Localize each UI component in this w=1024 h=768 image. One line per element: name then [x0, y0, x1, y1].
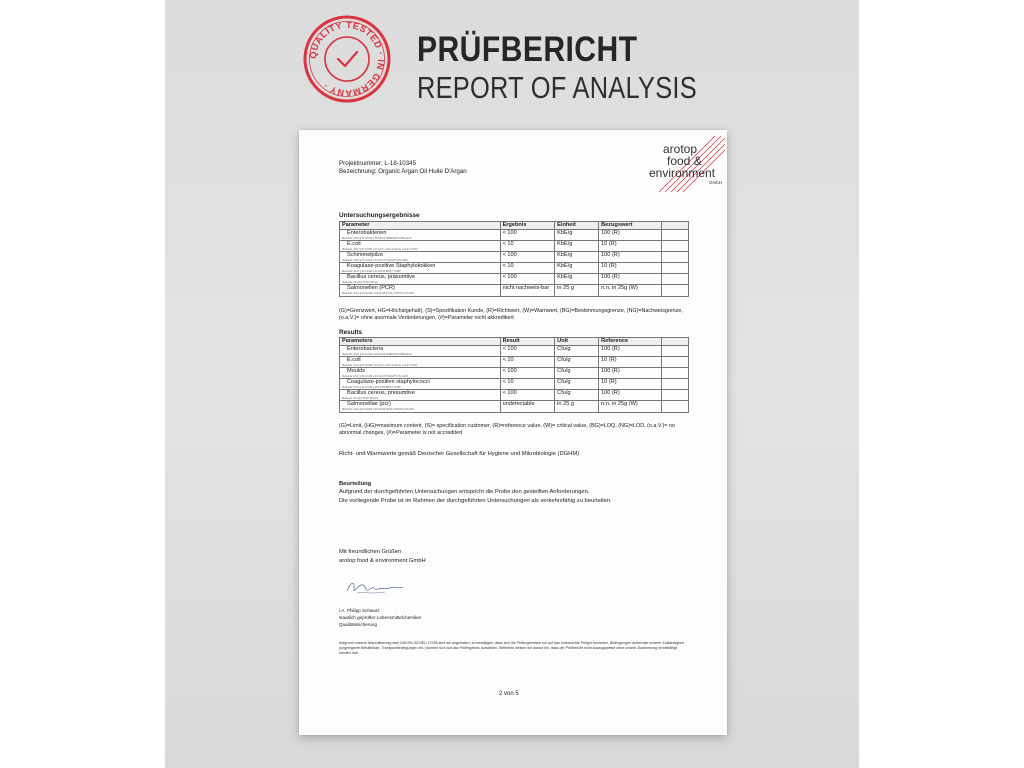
parameter-cell: [340, 390, 501, 401]
empty-cell: [662, 263, 689, 274]
parameter-method: Methode: ASU § 64 LFGB L 06.00-24 VRBDGB°C/48h/aerob: [342, 236, 413, 240]
parameter-cell: [340, 285, 501, 296]
empty-cell: [662, 241, 689, 252]
parameter-name: Salmonellae (pcr): [347, 401, 391, 408]
section-title-en: Results: [339, 329, 363, 336]
reference-cell: 10 (R): [599, 357, 662, 368]
parameter-method: Methode: ASU § 64 LFGB L 01.00-37/YGC/25°C/72-120h: [342, 375, 409, 379]
parameter-cell: [340, 401, 501, 412]
parameter-method: Methode: 94 a(b) 00.00-25mod: [342, 281, 378, 285]
legend-note-en: (G)=Limit, (HG)=maximum content, (S)= specification customer, (R)=reference value, (W)= critical value, (BG)=LOQ, (NG)=LOD, (o.a.V.)= no abnormal changes, (#)=Parameter is not accredited: [339, 423, 675, 437]
reference-cell: 100 (R): [599, 346, 662, 357]
closing-greeting: Mit freundlichen Grüßen: [339, 549, 402, 555]
signer-title: staatlich geprüfter Lebensmittelchemiker: [339, 615, 422, 620]
svg-text:QUALITY TESTED · IN GERMANY ·: QUALITY TESTED · IN GERMANY ·: [307, 19, 387, 99]
results-de-header-cell: [662, 222, 689, 230]
unit-cell: KbE/g: [555, 252, 599, 263]
table-row: [340, 368, 689, 379]
result-cell: undetectable: [500, 401, 555, 412]
table-row: [340, 357, 689, 368]
reference-cell: 100 (R): [599, 390, 662, 401]
reference-cell: 10 (R): [599, 263, 662, 274]
result-cell: < 100: [500, 230, 555, 241]
table-header-de: [340, 222, 689, 230]
page-number: 2 von 5: [499, 691, 519, 697]
parameter-cell: [340, 346, 501, 357]
parameter-cell: [340, 357, 501, 368]
logo-line-1: arotop: [663, 142, 698, 156]
table-row: [340, 390, 689, 401]
table-header-en: [340, 338, 689, 346]
parameter-method: Methode: ASU § 64 LFGB L 01.00-37/YGC/25°C/72-120h: [342, 259, 409, 263]
arotop-logo: [629, 136, 725, 192]
parameter-method: Methode: 94 a(b) 00.00-25mod: [342, 397, 378, 401]
empty-cell: [662, 357, 689, 368]
result-cell: nicht nachweis-bar: [500, 285, 555, 296]
parameter-name: Bacillus cereus, presumtive: [347, 390, 416, 397]
result-cell: < 100: [500, 390, 555, 401]
result-cell: < 100: [500, 368, 555, 379]
parameter-cell: [340, 368, 501, 379]
empty-cell: [662, 252, 689, 263]
results-en-header-cell: Result: [500, 338, 555, 346]
parameter-name: Salmonellen (PCR): [347, 285, 395, 292]
parameter-name: Enterobacteria: [347, 346, 384, 352]
table-row: [340, 346, 689, 357]
parameter-cell: [340, 241, 501, 252]
handwritten-signature-icon: [345, 577, 405, 597]
unit-cell: KbE/g: [555, 274, 599, 285]
table-row: [340, 274, 689, 285]
unit-cell: KbE/g: [555, 263, 599, 274]
results-table-de: [339, 221, 689, 297]
unit-cell: Cfu/g: [555, 357, 599, 368]
parameter-cell: [340, 230, 501, 241]
assessment-line-2: Die vorliegende Probe ist im Rahmen der durchgeführten Untersuchungen als verkehrsfähig zu beurteilen.: [339, 498, 612, 504]
table-row: [340, 379, 689, 390]
project-number: Projektnummer: L-18-10345: [339, 160, 417, 167]
unit-cell: Cfu/g: [555, 346, 599, 357]
results-en-header-cell: [662, 338, 689, 346]
result-cell: < 10: [500, 379, 555, 390]
parameter-name: Bacillus cereus, präsumtive: [347, 274, 416, 281]
result-cell: < 10: [500, 263, 555, 274]
assessment-title: Beurteilung: [339, 481, 372, 487]
results-de-header-cell: Einheit: [555, 222, 599, 230]
results-de-header-cell: Parameter: [340, 222, 501, 230]
table-row: [340, 252, 689, 263]
closing-company: arotop food & environment GmbH: [339, 558, 426, 564]
signer-name: i.A. Philipp Schwarz: [339, 608, 380, 613]
parameter-method: Methode: ASU § 64 LFGB L 01.00-3, mod. Rapid E. coli 37°C/24h: [342, 248, 418, 252]
quality-tested-seal-icon: [302, 14, 392, 104]
reference-cell: 100 (R): [599, 368, 662, 379]
unit-cell: Cfu/g: [555, 390, 599, 401]
results-en-header-cell: Parameters: [340, 338, 501, 346]
results-table-en: [339, 337, 689, 413]
section-title-de: Untersuchungsergebnisse: [339, 212, 420, 219]
table-row: [340, 263, 689, 274]
logo-suffix: GmbH: [709, 180, 723, 185]
assessment-line-1: Aufgrund der durchgeführten Untersuchungen entspricht die Probe den gestellten Anforderungen.: [339, 489, 590, 495]
parameter-name: E.coli: [347, 357, 361, 364]
parameter-name: Enterobakterien: [347, 230, 387, 236]
project-meta: [339, 160, 467, 176]
sample-designation: Bezeichnung: Organic Argan Oil Huile D'Argan: [339, 167, 467, 175]
table-row: [340, 230, 689, 241]
result-cell: < 100: [500, 346, 555, 357]
logo-line-3: environment: [649, 166, 716, 180]
result-cell: < 10: [500, 241, 555, 252]
result-cell: < 100: [500, 252, 555, 263]
result-cell: < 100: [500, 274, 555, 285]
result-cell: < 10: [500, 357, 555, 368]
signer-department: Qualitätssicherung: [339, 622, 378, 627]
parameter-cell: [340, 252, 501, 263]
unit-cell: KbE/g: [555, 230, 599, 241]
unit-cell: Cfu/g: [555, 379, 599, 390]
results-de-header-cell: Ergebnis: [500, 222, 555, 230]
results-en-header-cell: Reference: [599, 338, 662, 346]
parameter-cell: [340, 263, 501, 274]
logo-line-2: food &: [667, 154, 702, 168]
empty-cell: [662, 368, 689, 379]
parameter-name: Koagulase-positive Staphylokokken: [347, 263, 436, 270]
reference-cell: 10 (R): [599, 241, 662, 252]
parameter-method: Methode: ASU § 64 LFGB L 01.00-3, mod. Rapid E. coli 37°C/24h: [342, 364, 418, 368]
parameter-method: Methode: ASU § 64 LFGB L 00.00-55 BP/37°C/48h: [342, 270, 401, 274]
parameter-method: Methode: ASU § 64 LFGB L 00.00-98 (PCR); PW/37°C/16-22h: [342, 292, 414, 296]
reference-cell: 100 (R): [599, 230, 662, 241]
results-de-header-cell: Bezugswert: [599, 222, 662, 230]
empty-cell: [662, 230, 689, 241]
parameter-cell: [340, 379, 501, 390]
unit-cell: KbE/g: [555, 241, 599, 252]
table-row: [340, 401, 689, 412]
empty-cell: [662, 379, 689, 390]
parameter-method: Methode: ASU § 64 LFGB L 00.00-98 (PCR); PW/37°C/16-22h: [342, 408, 414, 412]
dghm-reference: Richt- und Warmwerte gemäß Deutscher Gesellschaft für Hygiene und Mikrobiologie (DGHM): [339, 451, 580, 457]
parameter-name: E.coli: [347, 241, 361, 248]
legend-note-de: (G)=Grenzwert, HG=Höchstgehalt), (S)=Spezifikation Kunde, (R)=Richtwert, (W)=Warnwert, (BG)=Bestimmungsgrenze, (NG)=Nachweisgrenze, (o.a.V.)= ohne anormale Veränderungen, (#)=Parameter nicht akkreditiert: [339, 308, 683, 322]
reference-cell: n.n. in 25g (W): [599, 401, 662, 412]
empty-cell: [662, 390, 689, 401]
report-subtitle: REPORT OF ANALYSIS: [417, 70, 697, 105]
report-page: [299, 130, 727, 735]
reference-cell: 10 (R): [599, 379, 662, 390]
unit-cell: in 25 g: [555, 401, 599, 412]
table-row: [340, 285, 689, 296]
reference-cell: 100 (R): [599, 252, 662, 263]
table-row: [340, 241, 689, 252]
parameter-method: Methode: ASU § 64 LFGB L 06.00-24 VRBDGB°C/48h/aerob: [342, 352, 413, 356]
product-photo-backdrop: [165, 0, 859, 768]
results-en-header-cell: Unit: [555, 338, 599, 346]
accreditation-disclaimer: Aufgrund unserer Akkreditierung nach DIN EN ISO/IEC 17025 sind wir angehalten, zu bestätigen, dass sich die Prüfergebnisse nur auf das untersuchte Prüfgut beziehen. Bedingungen außerhalb unserer Zuständigkeit (ungeeignete Behältnisse, Transportbedingungen etc.) können sich auf das Prüfergebnis auswirken. Weiterhin weisen wir darauf hin, dass der Prüfbericht nicht auszugsweise ohne unsere Zustimmung vervielfältigt werden darf.: [339, 641, 684, 655]
empty-cell: [662, 274, 689, 285]
reference-cell: 100 (R): [599, 274, 662, 285]
unit-cell: in 25 g: [555, 285, 599, 296]
parameter-method: Methode: ASU § 64 LFGB L 00.00-55 BP/37°C/48h: [342, 386, 401, 390]
parameter-cell: [340, 274, 501, 285]
unit-cell: Cfu/g: [555, 368, 599, 379]
parameter-name: Schimmelpilze: [347, 252, 384, 259]
parameter-name: Coagulase-positive staphylococci: [347, 379, 430, 386]
empty-cell: [662, 346, 689, 357]
empty-cell: [662, 401, 689, 412]
empty-cell: [662, 285, 689, 296]
parameter-name: Moulds: [347, 368, 366, 375]
report-title: PRÜFBERICHT: [417, 30, 638, 69]
reference-cell: n.n. in 25g (W): [599, 285, 662, 296]
